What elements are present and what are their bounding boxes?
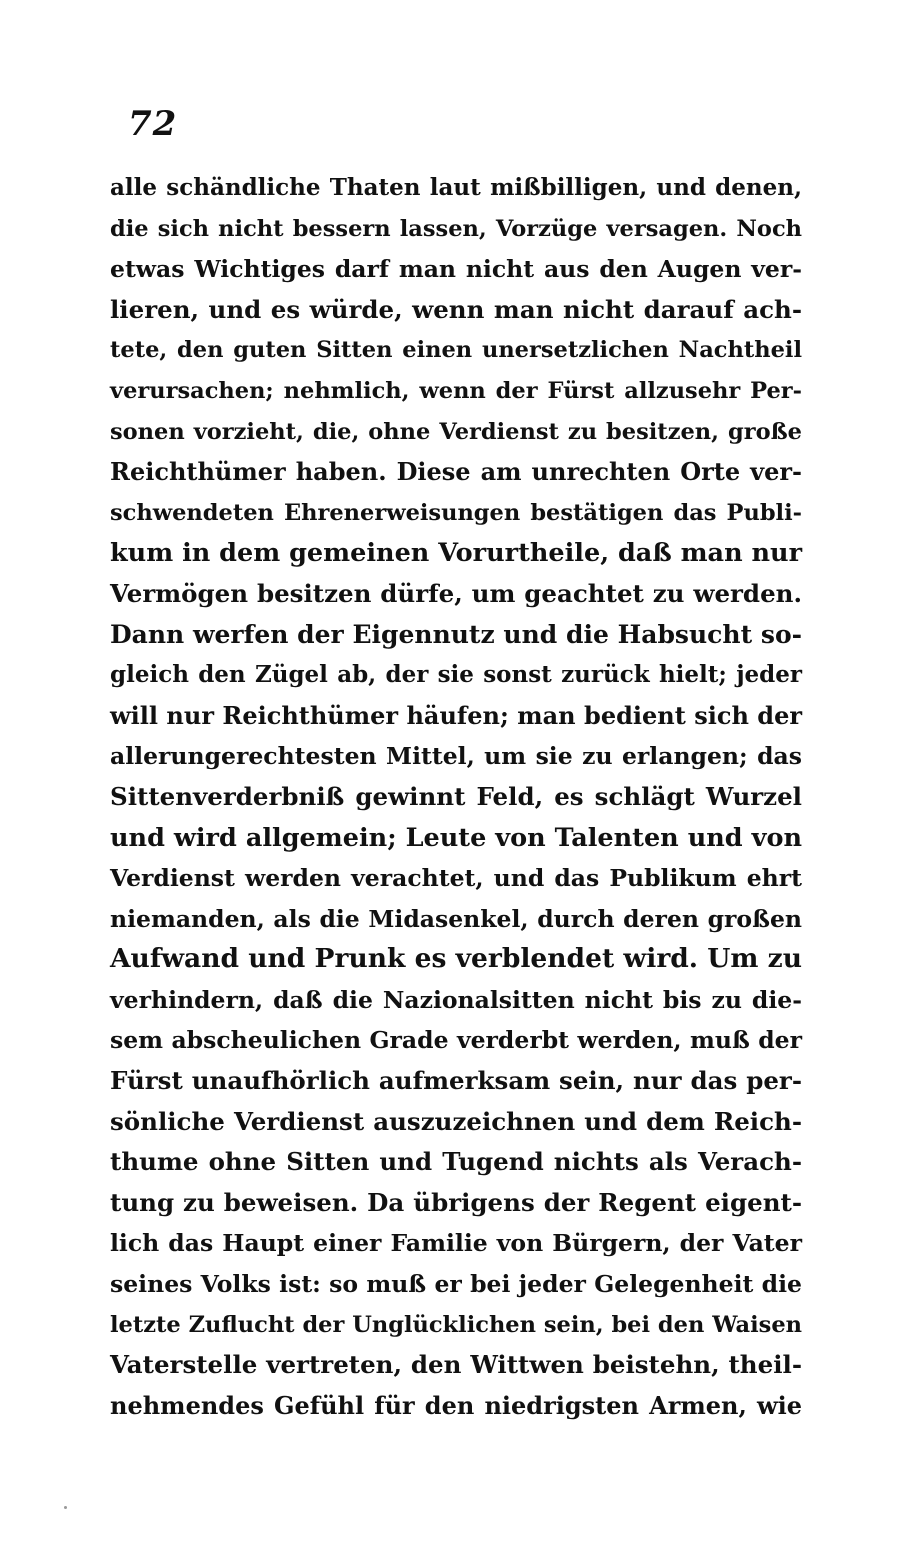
text-line: Vaterstelle vertreten, den Wittwen beistehn, theil-	[110, 1350, 802, 1380]
paper-speck	[64, 1506, 67, 1509]
text-line: sem abscheulichen Grade verderbt werden, muß der	[110, 1026, 802, 1055]
text-line: Aufwand und Prunk es verblendet wird. Um zu	[110, 943, 802, 975]
text-line: will nur Reichthümer häufen; man bedient sich der	[110, 700, 802, 730]
text-line: lich das Haupt einer Familie von Bürgern, der Vater	[110, 1229, 802, 1258]
text-line: etwas Wichtiges darf man nicht aus den Augen ver-	[110, 255, 802, 284]
text-line: lieren, und es würde, wenn man nicht darauf ach-	[110, 294, 802, 324]
text-line: Reichthümer haben. Diese am unrechten Orte ver-	[110, 457, 802, 487]
text-line: Sittenverderbniß gewinnt Feld, es schlägt Wurzel	[110, 781, 802, 811]
text-line: verhindern, daß die Nazionalsitten nicht bis zu die-	[110, 985, 802, 1014]
text-line: Verdienst werden verachtet, und das Publikum ehrt	[110, 864, 802, 893]
text-line: tung zu beweisen. Da übrigens der Regent eigent-	[110, 1187, 802, 1217]
text-line: gleich den Zügel ab, der sie sonst zurück hielt; jeder	[110, 661, 802, 689]
text-line: Fürst unaufhörlich aufmerksam sein, nur das per-	[110, 1066, 802, 1096]
text-line: letzte Zuflucht der Unglücklichen sein, bei den Waisen	[110, 1311, 802, 1338]
text-line: alle schändliche Thaten laut mißbilligen, und denen,	[110, 174, 802, 201]
text-line: Dann werfen der Eigennutz und die Habsucht so-	[110, 619, 802, 649]
text-line: allerungerechtesten Mittel, um sie zu erlangen; das	[110, 742, 802, 771]
text-line: nehmendes Gefühl für den niedrigsten Armen, wie	[110, 1390, 802, 1420]
text-line: die sich nicht bessern lassen, Vorzüge versagen. Noch	[110, 215, 802, 242]
text-line: und wird allgemein; Leute von Talenten und von	[110, 822, 802, 853]
text-line: tete, den guten Sitten einen unersetzlichen Nachtheil	[110, 337, 802, 364]
page-number: 72	[128, 104, 178, 144]
body-text	[110, 168, 802, 1426]
text-line: sonen vorzieht, die, ohne Verdienst zu besitzen, große	[110, 418, 802, 445]
text-line: sönliche Verdienst auszuzeichnen und dem Reich-	[110, 1106, 802, 1136]
text-line: Vermögen besitzen dürfe, um geachtet zu werden.	[110, 578, 802, 608]
text-line: verursachen; nehmlich, wenn der Fürst allzusehr Per-	[110, 377, 802, 404]
text-line: kum in dem gemeinen Vorurtheile, daß man nur	[110, 538, 803, 569]
text-line: thume ohne Sitten und Tugend nichts als Verach-	[110, 1147, 802, 1177]
text-line: seines Volks ist: so muß er bei jeder Gelegenheit die	[110, 1270, 802, 1299]
text-line: schwendeten Ehrenerweisungen bestätigen das Publi-	[110, 499, 802, 526]
text-line: niemanden, als die Midasenkel, durch deren großen	[110, 904, 802, 933]
